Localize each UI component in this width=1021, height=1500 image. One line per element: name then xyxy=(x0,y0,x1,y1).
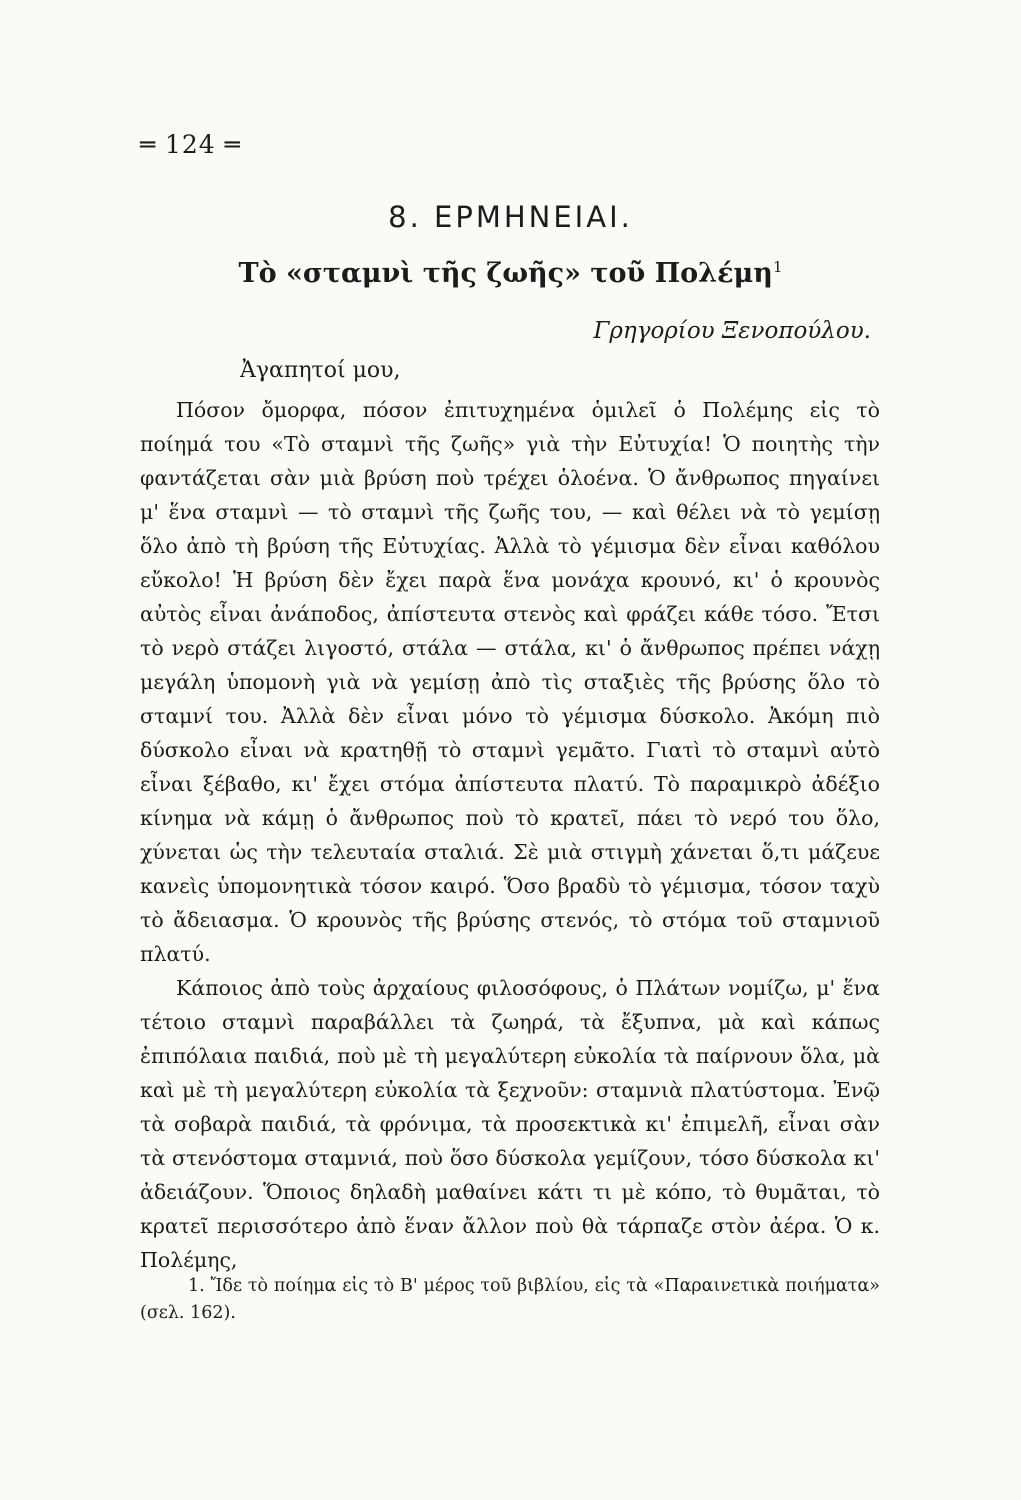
page-number: ═ 124 ═ xyxy=(140,130,241,159)
article-title-text: Τὸ «σταμνὶ τῆς ζωῆς» τοῦ Πολέμη xyxy=(238,258,773,289)
footnote: 1. Ἴδε τὸ ποίημα εἰς τὸ Β' μέρος τοῦ βιβλίου, εἰς τὰ «Παραινετικὰ ποιήματα» (σελ. 162). xyxy=(140,1276,880,1323)
footnote-marker: 1 xyxy=(772,258,783,276)
salutation: Ἀγαπητοί μου, xyxy=(240,358,401,383)
author-byline: Γρηγορίου Ξενοπούλου. xyxy=(593,318,871,344)
section-heading: 8. ΕΡΜΗΝΕΙΑΙ. xyxy=(388,200,633,234)
body-text xyxy=(140,393,880,1277)
paragraph: Κάποιος ἀπὸ τοὺς ἀρχαίους φιλοσόφους, ὁ Πλάτων νομίζω, μ' ἕνα τέτοιο σταμνὶ παραβάλλει τὰ ζωηρά, τὰ ἔξυπνα, μὰ καὶ κάπως ἐπιπόλαια παιδιά, ποὺ μὲ τὴ μεγαλύτερη εὐκολία τὰ παίρνουν ὅλα, μὰ καὶ μὲ τὴ μεγαλύτερη εὐκολία τὰ ξεχνοῦν: σταμνιὰ πλατύστομα. Ἐνῷ τὰ σοβαρὰ παιδιά, τὰ φρόνιμα, τὰ προσεκτικὰ κι' ἐπιμελῆ, εἶναι σὰν τὰ στενόστομα σταμνιά, ποὺ ὅσο δύσκολα γεμίζουν, τόσο δύσκολα κι' ἀδειάζουν. Ὅποιος δηλαδὴ μαθαίνει κάτι τι μὲ κόπο, τὸ θυμᾶται, τὸ κρατεῖ περισσότερο ἀπὸ ἕναν ἄλλον ποὺ θὰ τάρπαζε στὸν ἀέρα. Ὁ κ. Πολέμης, xyxy=(140,976,880,1272)
article-title xyxy=(0,258,1021,289)
paragraph: Πόσον ὄμορφα, πόσον ἐπιτυχημένα ὁμιλεῖ ὁ Πολέμης εἰς τὸ ποίημά του «Τὸ σταμνὶ τῆς ζωῆς» γιὰ τὴν Εὐτυχία! Ὁ ποιητὴς τὴν φαντάζεται σὰν μιὰ βρύση ποὺ τρέχει ὁλοένα. Ὁ ἄνθρωπος πηγαίνει μ' ἕνα σταμνὶ — τὸ σταμνὶ τῆς ζωῆς του, — καὶ θέλει νὰ τὸ γεμίσῃ ὅλο ἀπὸ τὴ βρύση τῆς Εὐτυχίας. Ἀλλὰ τὸ γέμισμα δὲν εἶναι καθόλου εὔκολο! Ἡ βρύση δὲν ἔχει παρὰ ἕνα μονάχα κρουνό, κι' ὁ κρουνὸς αὐτὸς εἶναι ἀνάποδος, ἀπίστευτα στενὸς καὶ φράζει κάθε τόσο. Ἔτσι τὸ νερὸ στάζει λιγοστό, στάλα — στάλα, κι' ὁ ἄνθρωπος πρέπει νάχῃ μεγάλη ὑπομονὴ γιὰ νὰ γεμίσῃ ἀπὸ τὶς σταξιὲς τῆς βρύσης ὅλο τὸ σταμνί του. Ἀλλὰ δὲν εἶναι μόνο τὸ γέμισμα δύσκολο. Ἀκόμη πιὸ δύσκολο εἶναι νὰ κρατηθῇ τὸ σταμνὶ γεμᾶτο. Γιατὶ τὸ σταμνὶ αὐτὸ εἶναι ξέβαθο, κι' ἔχει στόμα ἀπίστευτα πλατύ. Τὸ παραμικρὸ ἀδέξιο κίνημα νὰ κάμῃ ὁ ἄνθρωπος ποὺ τὸ κρατεῖ, πάει τὸ νερό του ὅλο, χύνεται ὡς τὴν τελευταία σταλιά. Σὲ μιὰ στιγμὴ χάνεται ὅ,τι μάζευε κανεὶς ὑπομονητικὰ τόσον καιρό. Ὅσο βραδὺ τὸ γέμισμα, τόσον ταχὺ τὸ ἄδειασμα. Ὁ κρουνὸς τῆς βρύσης στενός, τὸ στόμα τοῦ σταμνιοῦ πλατύ. xyxy=(140,398,880,966)
